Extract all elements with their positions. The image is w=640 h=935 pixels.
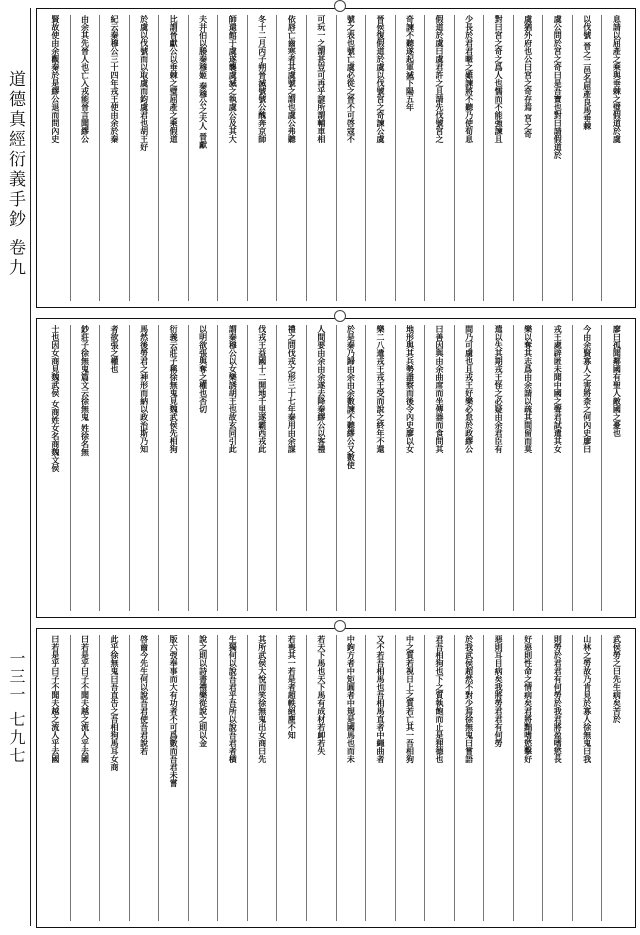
column-text: 生獨何以說吾君乎吾所以說吾君者橫 (228, 635, 239, 763)
text-column (483, 325, 513, 611)
text-column (188, 15, 218, 301)
text-column (424, 635, 454, 921)
text-column (276, 15, 306, 301)
column-text: 廖曰孤聞鄰國有聖人敵國之憂也 (612, 325, 623, 437)
column-text: 號之表也號亡虞必從之晉不可啓寇不 (346, 15, 357, 143)
text-column (99, 325, 129, 611)
column-text: 曰善因與由余曲席而坐傳器而食問其 (435, 325, 446, 453)
column-text: 中之質若視日上之質若亡其一吾相狗 (405, 635, 416, 763)
text-column (129, 325, 159, 611)
column-text: 曰若是乎曰子不聞夫越之流人乎去國 (80, 635, 91, 763)
text-column (217, 635, 247, 921)
text-column (41, 325, 70, 611)
text-column (513, 15, 543, 301)
text-column (70, 325, 100, 611)
column-row (41, 635, 631, 921)
text-column (41, 635, 70, 921)
column-text: 武侯勞之曰先生病矣苦於 (612, 635, 623, 723)
text-column (188, 635, 218, 921)
column-text: 賢故使由余觀秦於是繆公退而問內史 (50, 15, 61, 143)
column-text: 夫井伯以媵秦穆姬 秦穆公之夫人 晉獻 (198, 15, 209, 149)
text-column (513, 325, 543, 611)
binding-hole (334, 0, 346, 12)
column-text: 師還館于虞遂襲虞滅之執虞公及其大 (228, 15, 239, 143)
text-column (41, 15, 70, 301)
text-column (336, 15, 366, 301)
column-text: 曰若是乎曰子不聞夫越之流人乎去國 (50, 635, 61, 763)
text-panel-top (36, 8, 636, 308)
text-column (188, 325, 218, 611)
column-text: 樂以奪其志爲由余請以疏其間留而莫 (523, 325, 534, 453)
margin-book-title: 道德真經衍義手鈔 卷九 (5, 70, 25, 279)
column-text: 對曰宮之奇之爲人也懦而不能強諫且 (494, 15, 505, 143)
column-text: 禮之問伐戎之形三十七年秦用由余謀 (287, 325, 298, 453)
text-column (217, 15, 247, 301)
column-text: 今由余賢寡人之害將柰之何內史廖曰 (582, 325, 593, 453)
text-column (483, 635, 513, 921)
column-text: 於我武侯超然不對少焉徐無鬼曰嘗語 (464, 635, 475, 763)
text-column (306, 635, 336, 921)
column-text: 士也因女商見魏武侯 女商姓女名商魏文侯 (50, 325, 61, 472)
text-column (70, 635, 100, 921)
column-text: 說之則以詩書禮樂從說之則以金 (198, 635, 209, 747)
column-text: 以伐號 晉之二邑名屈產良馬垂棘 (582, 15, 593, 130)
text-column (601, 15, 631, 301)
column-text: 可玩一之謂甚豈可再乎諺所謂輔車相 (316, 15, 327, 143)
text-column (247, 325, 277, 611)
text-column (276, 325, 306, 611)
column-text: 其所武侯大悅而笑徐無鬼出女商曰先 (257, 635, 268, 763)
text-column (424, 325, 454, 611)
text-column (601, 325, 631, 611)
text-column (454, 325, 484, 611)
text-column (158, 325, 188, 611)
column-text: 則勞於君君有何勞於我君將盈嗜慾長 (553, 635, 564, 763)
text-panel-middle (36, 318, 636, 618)
column-text: 依唇亡齒寒者其虞號之謂也虞公弗聽 (287, 15, 298, 143)
column-text: 中鉤方者中矩圓者中規是國馬也而未 (346, 635, 357, 763)
column-text: 謂秦穆公以女樂誘胡王也故玄同引此 (228, 325, 239, 453)
column-text: 衍義云莊子稱徐無鬼見魏武侯先相狗 (169, 325, 180, 453)
column-text: 虞猶外府也公曰宮之奇存焉 宮之奇 (523, 15, 534, 138)
text-column (483, 15, 513, 301)
column-text: 假道於虞曰虞君許之且請先伐號宮之 (435, 15, 446, 143)
binding-hole (334, 310, 346, 322)
text-column (542, 325, 572, 611)
column-text: 惡則耳目病矣我將勞君君有何勞 (494, 635, 505, 747)
margin-folio-number: 一三一 七九七 (7, 650, 26, 766)
text-column (99, 635, 129, 921)
text-column (217, 325, 247, 611)
column-text: 馬然後勞君之神形而納以政治斯乃知 (139, 325, 150, 453)
text-column (395, 635, 425, 921)
text-column (395, 15, 425, 301)
text-column (454, 635, 484, 921)
text-column (70, 15, 100, 301)
column-text: 於虞以伐號而以取虞而鈞虞君也胡王好 (139, 15, 150, 151)
column-text: 樂二八遺戎王戎王受而說之終年不還 (375, 325, 386, 453)
column-text: 間乃可虜也且戎王好樂必怠於政繆公 (464, 325, 475, 453)
text-column (99, 15, 129, 301)
margin-divider (30, 8, 31, 926)
text-column (276, 635, 306, 921)
column-text: 虞公問於宮之奇曰是吾寶也對曰請假道於 (553, 15, 564, 159)
text-column (542, 15, 572, 301)
column-text: 冬十二月丙子朔晉滅號號公醜奔京師 (257, 15, 268, 143)
text-column (336, 325, 366, 611)
text-column (454, 15, 484, 301)
column-text: 人間要由余由余遂去降秦繆公以客禮 (316, 325, 327, 453)
text-column (306, 15, 336, 301)
text-column (336, 635, 366, 921)
text-column (542, 635, 572, 921)
text-column (601, 635, 631, 921)
column-text: 君吾相狗也下之質執飽而止是狸德也 (435, 635, 446, 763)
text-column (424, 15, 454, 301)
binding-hole (334, 620, 346, 632)
text-column (247, 635, 277, 921)
column-text: 以明欲張與奪之權也否切 (198, 325, 209, 413)
column-text: 好惡則性命之情病矣君將黜嗜慾擊好 (523, 635, 534, 763)
column-text: 伐戎王益國十二開地千里遂霸西戎此 (257, 325, 268, 453)
text-column (129, 15, 159, 301)
column-text: 者欲張之權也 (110, 325, 121, 373)
text-column (306, 325, 336, 611)
text-column (365, 15, 395, 301)
text-column (572, 635, 602, 921)
text-column (247, 15, 277, 301)
column-text: 於是秦乃歸由余由余數諫不聽繆公又數使 (346, 325, 357, 469)
column-row (41, 325, 631, 611)
column-text: 此乎徐無鬼曰吾直告之吾相狗馬耳女商 (110, 635, 121, 771)
text-column (158, 15, 188, 301)
column-row (41, 15, 631, 301)
column-text: 遣以失其期戎王怪之必疑由余君臣有 (494, 325, 505, 453)
column-text: 山林之勞故乃肯見於寡人徐無鬼曰我 (582, 635, 593, 763)
column-text: 版六弢奉事而大有功者不可爲數而吾君未嘗 (169, 635, 180, 787)
column-text: 奇諫不聽遂起軍滅下陽五年 (405, 15, 416, 111)
column-text: 地形與其兵勢盡察而後令內史廖以女 (405, 325, 416, 453)
text-column (365, 325, 395, 611)
column-text: 晉侯復假道於虞以伐號宮之奇諫公虞 (375, 15, 386, 143)
column-text: 息請以屈產之乘與垂棘之璧假道於虞 (612, 15, 623, 143)
text-column (129, 635, 159, 921)
column-text: 又不若吾相馬也吾相馬直者中繩曲者 (375, 635, 386, 763)
column-text: 少長於君君暱之雖諫將不聽乃使荀息 (464, 15, 475, 143)
column-text: 啓齒今先生何以說吾君使吾君說若 (139, 635, 150, 755)
text-column (513, 635, 543, 921)
column-text: 若喪其一若是者超軼絕塵不知 (287, 635, 298, 739)
text-column (395, 325, 425, 611)
column-text: 鈔莊子徐無鬼篇文云徐無鬼 姓徐名無 (80, 325, 91, 456)
column-text: 比謂晉獻公以垂棘之璧屈產之乘假道 (169, 15, 180, 143)
column-text: 紀云秦穆公三十四年戎王使由余於秦 (110, 15, 121, 143)
column-text: 由余其先晉人也亡入戎能晉言聞繆公 (80, 15, 91, 143)
text-panel-bottom (36, 628, 636, 928)
text-column (572, 325, 602, 611)
text-column (158, 635, 188, 921)
text-column (572, 15, 602, 301)
text-column (365, 635, 395, 921)
column-text: 若天下馬也天下馬有成材若卹若失 (316, 635, 327, 755)
column-text: 戎王處辟匿未聞中國之聲君試遺其女 (553, 325, 564, 453)
